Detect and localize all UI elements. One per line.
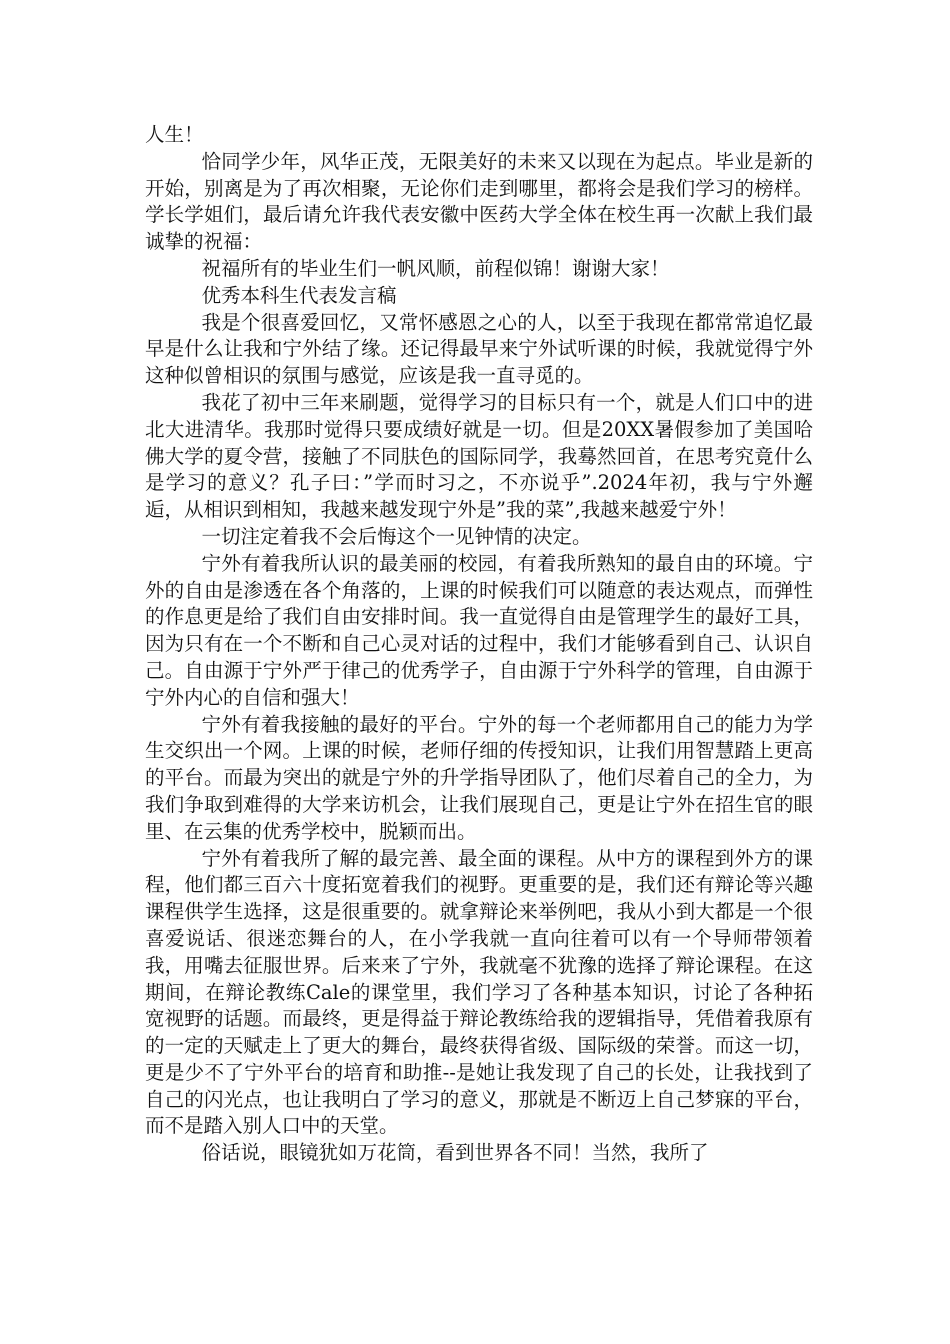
- paragraph-farewell-wishes: 恰同学少年，风华正茂，无限美好的未来又以现在为起点。毕业是新的开始，别离是为了再次相聚，无论你们走到哪里，都将会是我们学习的榜样。学长学姐们，最后请允许我代表安徽中医药大学全体在校生再一次献上我们最诚挚的祝福：: [145, 149, 813, 254]
- paragraph-closing-fragment: 人生！: [145, 123, 204, 146]
- paragraph-blessing: 祝福所有的毕业生们一帆风顺，前程似锦！谢谢大家！: [201, 256, 670, 280]
- paragraph-freedom: 宁外有着我所认识的最美丽的校园，有着我所熟知的最自由的环境。宁外的自由是渗透在各个角落的，上课的时候我们可以随意的表达观点，而弹性的作息更是给了我们自由安排时间。我一直觉得自由是管理学生的最好工具，因为只有在一个不断和自己心灵对话的过程中，我们才能够看到自己、认识自己。自由源于宁外严于律己的优秀学子，自由源于宁外科学的管理，自由源于宁外内心的自信和强大！: [145, 551, 813, 709]
- paragraph-decision: 一切注定着我不会后悔这个一见钟情的决定。: [201, 524, 592, 548]
- paragraph-proverb: 俗话说，眼镜犹如万花筒，看到世界各不同！当然，我所了: [201, 1141, 709, 1165]
- paragraph-platform: 宁外有着我接触的最好的平台。宁外的每一个老师都用自己的能力为学生交织出一个网。上课的时候，老师仔细的传授知识，让我们用智慧踏上更高的平台。而最为突出的就是宁外的升学指导团队了，他们尽着自己的全力，为我们争取到难得的大学来访机会，让我们展现自己，更是让宁外在招生官的眼里、在云集的优秀学校中，脱颖而出。: [145, 712, 813, 843]
- document-page: [145, 122, 813, 1167]
- paragraph-study-goal: 我花了初中三年来刷题，觉得学习的目标只有一个，就是人们口中的进北大进清华。我那时觉得只要成绩好就是一切。但是20XX暑假参加了美国哈佛大学的夏令营，接触了不同肤色的国际同学，我蓦然回首，在思考究竟什么是学习的意义？孔子曰：”学而时习之，不亦说乎”.2024年初，我与宁外邂逅，从相识到相知，我越来越发现宁外是”我的菜”,我越来越爱宁外！: [145, 390, 813, 522]
- section-title: 优秀本科生代表发言稿: [201, 283, 397, 307]
- paragraph-memory: 我是个很喜爱回忆，又常怀感恩之心的人，以至于我现在都常常追忆最早是什么让我和宁外结了缘。还记得最早来宁外试听课的时候，我就觉得宁外这种似曾相识的氛围与感觉，应该是我一直寻觅的。: [145, 310, 813, 388]
- paragraph-curriculum: 宁外有着我所了解的最完善、最全面的课程。从中方的课程到外方的课程，他们都三百六十度拓宽着我们的视野。更重要的是，我们还有辩论等兴趣课程供学生选择，这是很重要的。就拿辩论来举例吧，我从小到大都是一个很喜爱说话、很迷恋舞台的人，在小学我就一直向往着可以有一个导师带领着我，用嘴去征服世界。后来来了宁外，我就毫不犹豫的选择了辩论课程。在这期间，在辩论教练Cale的课堂里，我们学习了各种基本知识，讨论了各种拓宽视野的话题。而最终，更是得益于辩论教练给我的逻辑指导，凭借着我原有的一定的天赋走上了更大的舞台，最终获得省级、国际级的荣誉。而这一切，更是少不了宁外平台的培育和助推--是她让我发现了自己的长处，让我找到了自己的闪光点，也让我明白了学习的意义，那就是不断迈上自己梦寐的平台，而不是踏入别人口中的天堂。: [145, 846, 813, 1138]
